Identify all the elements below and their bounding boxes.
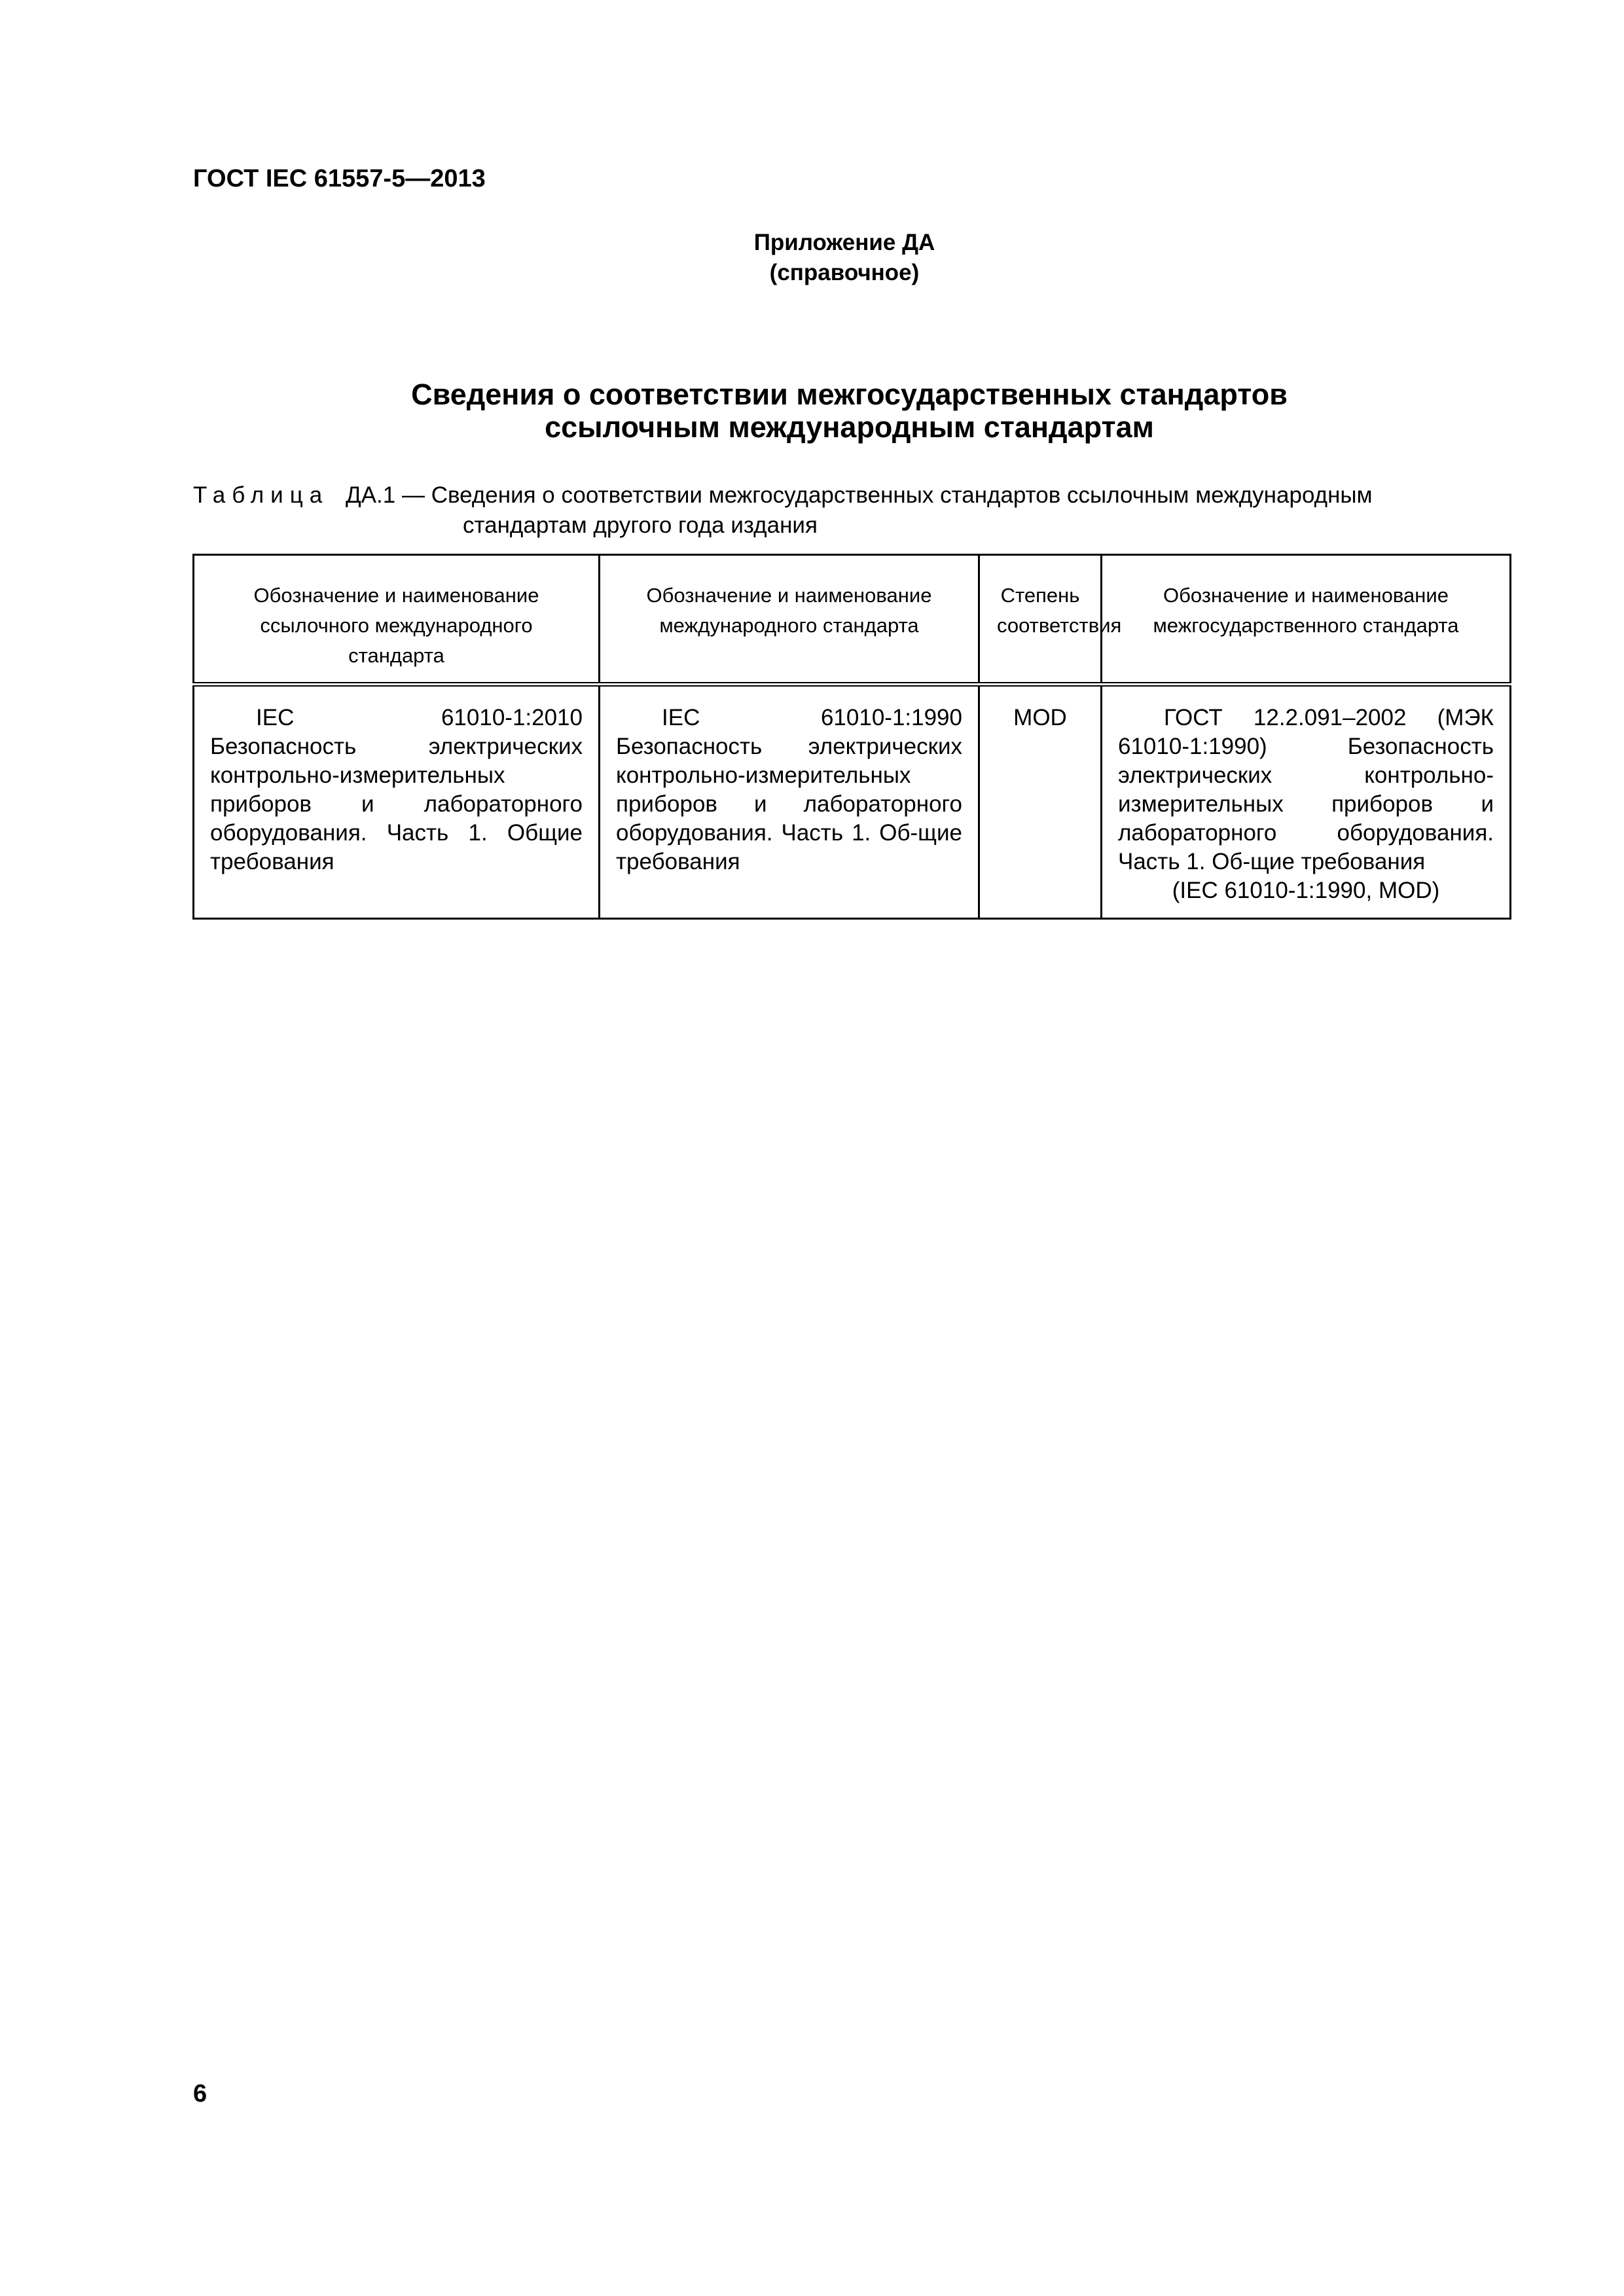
annex-heading	[746, 228, 943, 288]
column-header-ref-standard: Обозначение и наименование ссылочного международного стандарта	[194, 555, 600, 685]
table-header-row	[194, 555, 1511, 685]
correspondence-table	[192, 554, 1511, 920]
cell-interstate-standard	[1102, 685, 1511, 919]
cell-ref-standard-text: IEC 61010-1:2010 Безопасность электрических контрольно-измерительных приборов и лабораторного оборудования. Часть 1. Общие требования	[210, 705, 583, 874]
table-caption-label: Таблица	[193, 482, 329, 508]
table-caption	[193, 480, 1542, 541]
table-row	[194, 685, 1511, 919]
column-header-degree: Степень соответствия	[979, 555, 1102, 685]
table-caption-number: ДА.1	[345, 482, 396, 508]
cell-interstate-standard-text: ГОСТ 12.2.091–2002 (МЭК 61010-1:1990) Безопасность электрических контрольно-измерительных приборов и лабораторного оборудования. Часть 1. Об-щие требования	[1118, 705, 1494, 874]
page-title-line-1: Сведения о соответствии межгосударственных стандартов	[411, 378, 1288, 411]
page-title-line-2: ссылочным международным стандартам	[545, 410, 1154, 444]
page-title	[193, 378, 1506, 444]
cell-degree	[979, 685, 1102, 919]
annex-title: Приложение ДА	[753, 230, 935, 255]
cell-degree-text: MOD	[1013, 705, 1067, 730]
page-number: 6	[193, 2080, 208, 2108]
cell-interstate-standard-ref: (IEC 61010-1:1990, MOD)	[1172, 878, 1440, 903]
cell-intl-standard	[600, 685, 979, 919]
column-header-interstate-standard: Обозначение и наименование межгосударственного стандарта	[1102, 555, 1511, 685]
table-caption-text-2: стандартам другого года издания	[463, 512, 818, 538]
column-header-intl-standard: Обозначение и наименование международного стандарта	[600, 555, 979, 685]
table-caption-dash: —	[401, 482, 425, 508]
cell-intl-standard-text: IEC 61010-1:1990 Безопасность электрических контрольно-измерительных приборов и лабораторного оборудования. Часть 1. Об-щие требования	[616, 705, 962, 874]
table-caption-text-1: Сведения о соответствии межгосударственных стандартов ссылочным международным	[431, 482, 1373, 508]
cell-ref-standard	[194, 685, 600, 919]
document-code: ГОСТ IEC 61557-5—2013	[193, 165, 486, 192]
annex-status: (справочное)	[769, 260, 920, 285]
